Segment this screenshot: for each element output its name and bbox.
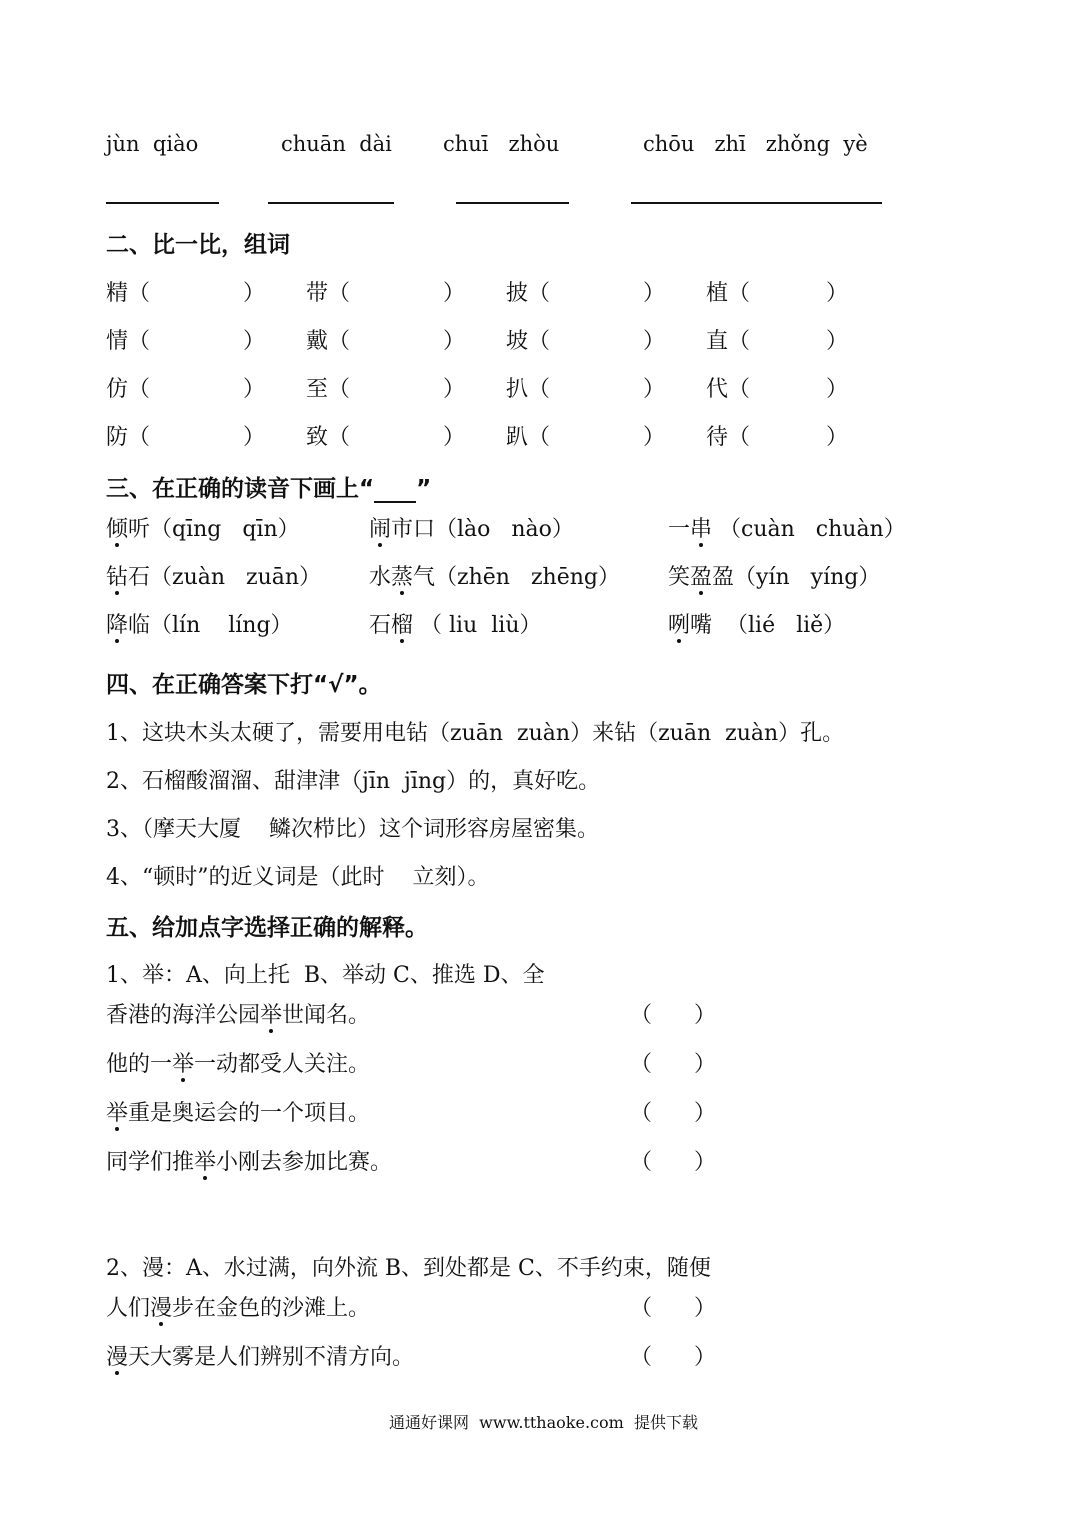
question-line: 3、（摩天大厦 鳞次栉比）这个词形容房屋密集。: [106, 817, 599, 842]
dotted-char: 钻: [106, 565, 129, 590]
sentence-post: 重是奥运会的一个项目。: [128, 1101, 371, 1126]
answer-box[interactable]: （ ）: [630, 1345, 716, 1370]
item-rest: 临（lín líng）: [128, 613, 293, 638]
section3-title-b: ”: [416, 476, 432, 502]
sentence: [106, 998, 370, 1029]
word-cell: 致（: [306, 425, 351, 450]
word-cell: 精（: [106, 281, 151, 306]
item-rest: 嘴 （lié liě）: [690, 613, 846, 638]
word-cell: 戴（: [306, 329, 351, 354]
paren-close: ）: [826, 329, 849, 354]
answer-box[interactable]: （ ）: [630, 1150, 716, 1175]
sentence-pre: 他的一: [106, 1052, 173, 1077]
word-cell: 披（: [506, 281, 551, 306]
paren-close: ）: [243, 425, 266, 450]
pinyin-1: jùn qiào: [106, 132, 199, 156]
paren-close: ）: [643, 425, 666, 450]
pronunciation-item: [369, 560, 620, 591]
pronunciation-item: [369, 512, 574, 543]
paren-close: ）: [443, 425, 466, 450]
word-cell: 扒（: [506, 377, 551, 402]
section2-title: 二、比一比，组词: [106, 232, 290, 258]
pronunciation-item: [106, 512, 300, 543]
paren-close: ）: [243, 329, 266, 354]
sentence-post: 天大雾是人们辨别不清方向。: [128, 1345, 415, 1370]
pronunciation-item: [106, 608, 293, 639]
pronunciation-item: [106, 560, 321, 591]
sentence-pre: 人们: [106, 1296, 151, 1321]
word-cell: 植（: [706, 281, 751, 306]
dotted-char: 倾: [106, 517, 129, 542]
pronunciation-item: [668, 608, 845, 639]
sentence-post: 世闻名。: [282, 1003, 371, 1028]
paren-close: ）: [826, 281, 849, 306]
dotted-char: 串: [690, 517, 713, 542]
answer-box[interactable]: （ ）: [630, 1296, 716, 1321]
pinyin-2: chuān dài: [281, 132, 392, 156]
dotted-char: 咧: [668, 613, 691, 638]
pinyin-3: chuī zhòu: [443, 132, 560, 156]
word-cell: 防（: [106, 425, 151, 450]
dotted-char: 降: [106, 613, 129, 638]
question-line: 2、石榴酸溜溜、甜津津（jīn jīng）的，真好吃。: [106, 769, 601, 794]
dotted-char: 盈: [690, 565, 713, 590]
question-line: 4、“顿时”的近义词是（此时 立刻）。: [106, 865, 490, 890]
dotted-char: 举: [194, 1150, 217, 1175]
sentence-post: 一动都受人关注。: [194, 1052, 371, 1077]
word-cell: 仿（: [106, 377, 151, 402]
answer-blank-1[interactable]: [106, 202, 219, 204]
sentence: [106, 1340, 414, 1371]
sentence: [106, 1096, 370, 1127]
item-char: 一: [668, 517, 691, 542]
item-char: 水: [369, 565, 392, 590]
paren-close: ）: [826, 377, 849, 402]
paren-close: ）: [643, 377, 666, 402]
pronunciation-item: [668, 512, 906, 543]
section3-title-a: 三、在正确的读音下画上“: [106, 476, 375, 502]
underline-sample: [374, 478, 416, 503]
answer-blank-3[interactable]: [456, 202, 569, 204]
item-char: 石: [369, 613, 392, 638]
dotted-char: 榴: [391, 613, 414, 638]
dotted-char: 举: [172, 1052, 195, 1077]
answer-blank-4[interactable]: [631, 202, 882, 204]
item-rest: 市口（lào nào）: [391, 517, 574, 542]
dotted-char: 漫: [106, 1345, 129, 1370]
pinyin-4: chōu zhī zhǒng yè: [643, 132, 868, 156]
question-line: 1、这块木头太硬了，需要用电钻（zuān zuàn）来钻（zuān zuàn）孔。: [106, 721, 845, 746]
dotted-char: 漫: [150, 1296, 173, 1321]
item-rest: 石（zuàn zuān）: [128, 565, 322, 590]
section4-title: 四、在正确答案下打“√”。: [106, 672, 382, 698]
dotted-char: 蒸: [391, 565, 414, 590]
answer-box[interactable]: （ ）: [630, 1052, 716, 1077]
paren-close: ）: [243, 281, 266, 306]
paren-close: ）: [443, 281, 466, 306]
paren-close: ）: [443, 377, 466, 402]
section5-title: 五、给加点字选择正确的解释。: [106, 915, 428, 941]
section3-title: [106, 470, 431, 503]
q1-prompt: 1、举：A、向上托 B、举动 C、推选 D、全: [106, 963, 545, 988]
sentence-pre: 香港的海洋公园: [106, 1003, 261, 1028]
sentence-post: 小刚去参加比赛。: [216, 1150, 393, 1175]
word-cell: 带（: [306, 281, 351, 306]
word-cell: 坡（: [506, 329, 551, 354]
item-rest: （cuàn chuàn）: [712, 517, 906, 542]
q2-prompt: 2、漫：A、水过满，向外流 B、到处都是 C、不手约束，随便: [106, 1256, 711, 1281]
dotted-char: 举: [260, 1003, 283, 1028]
word-cell: 直（: [706, 329, 751, 354]
paren-close: ）: [243, 377, 266, 402]
paren-close: ）: [443, 329, 466, 354]
sentence: [106, 1291, 370, 1322]
word-cell: 情（: [106, 329, 151, 354]
word-cell: 待（: [706, 425, 751, 450]
pronunciation-item: [668, 560, 880, 591]
item-char: 笑: [668, 565, 691, 590]
word-cell: 至（: [306, 377, 351, 402]
paren-close: ）: [643, 329, 666, 354]
sentence-pre: 同学们推: [106, 1150, 195, 1175]
item-rest: 盈（yín yíng）: [712, 565, 881, 590]
item-rest: （ liu liù）: [413, 613, 542, 638]
paren-close: ）: [643, 281, 666, 306]
sentence-post: 步在金色的沙滩上。: [172, 1296, 371, 1321]
footer-text: 通通好课网 www.tthaoke.com 提供下载: [389, 1413, 698, 1432]
dotted-char: 闹: [369, 517, 392, 542]
answer-blank-2[interactable]: [268, 202, 394, 204]
sentence: [106, 1047, 370, 1078]
word-cell: 代（: [706, 377, 751, 402]
answer-box[interactable]: （ ）: [630, 1003, 716, 1028]
item-rest: 听（qīng qīn）: [128, 517, 300, 542]
dotted-char: 举: [106, 1101, 129, 1126]
pronunciation-item: [369, 608, 542, 639]
answer-box[interactable]: （ ）: [630, 1101, 716, 1126]
word-cell: 趴（: [506, 425, 551, 450]
sentence: [106, 1145, 392, 1176]
item-rest: 气（zhēn zhēng）: [413, 565, 620, 590]
paren-close: ）: [826, 425, 849, 450]
